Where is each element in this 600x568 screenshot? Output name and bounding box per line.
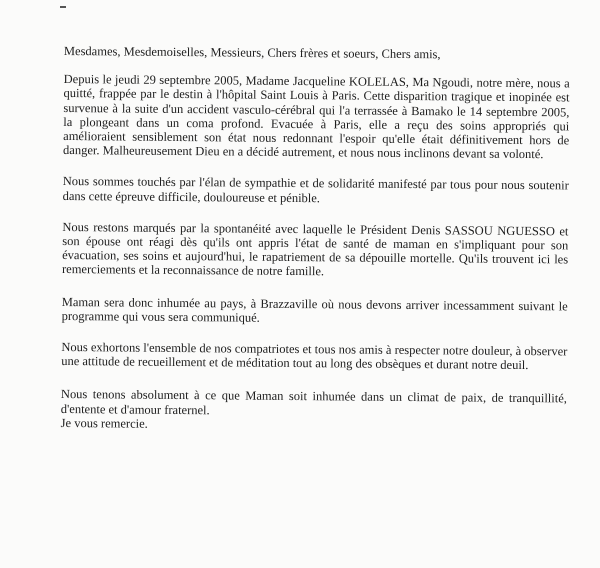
letter-paragraph-1: Depuis le jeudi 29 septembre 2005, Madame Jacqueline KOLELAS, Ma Ngoudi, notre mère, nous a quitté, frappée par le destin à l'hôpital Saint Louis à Paris. Cette disparition tragique et inopinée est survenue à la suite d'un accident vasculo-cérébral qui l'a terrassée à Bamako le 14 septembre 2005, la plongeant dans un coma profond. Evacuée à Paris, elle a reçu des soins appropriés qui amélioraient sensiblement son état nous redonnant l'espoir qu'elle était définitivement hors de danger. Malheureusement Dieu en a décidé autrement, et nous nous inclinons devant sa volonté. (63, 72, 570, 162)
letter-paragraph-3: Nous restons marqués par la spontanéité avec laquelle le Président Denis SASSOU NGUESSO et son épouse ont réagi dès qu'ils ont appris l'état de santé de maman en s'impliquant pour son évacuation, ses soins et aujourd'hui, le rapatriement de sa dépouille mortelle. Qu'ils trouvent ici les remerciements et la reconnaissance de notre famille. (61, 219, 569, 279)
letter-salutation: Mesdames, Mesdemoiselles, Messieurs, Chers frères et soeurs, Chers amis, (63, 44, 441, 62)
letter-paragraph-5: Nous exhortons l'ensemble de nos compatriotes et tous nos amis à respecter notre douleur, à observer une attitude de recueillement et de méditation tout au long des obsèques et durant notre deuil. (61, 340, 568, 373)
letter-paragraph-2: Nous sommes touchés par l'élan de sympathie et de solidarité manifesté par tous pour nous soutenir dans cette épreuve difficile, douloureuse et pénible. (62, 174, 569, 205)
letter-closing: Je vous remercie. (60, 415, 148, 431)
scan-mark (60, 6, 66, 8)
letter-body (61, 44, 570, 447)
letter-paragraph-4: Maman sera donc inhumée au pays, à Brazzaville où nous devons arriver incessamment suivant le programme qui vous sera communiqué. (61, 294, 568, 325)
letter-paragraph-6: Nous tenons absolument à ce que Maman soit inhumée dans un climat de paix, de tranquillité, d'entente et d'amour fraternel. (60, 387, 567, 417)
